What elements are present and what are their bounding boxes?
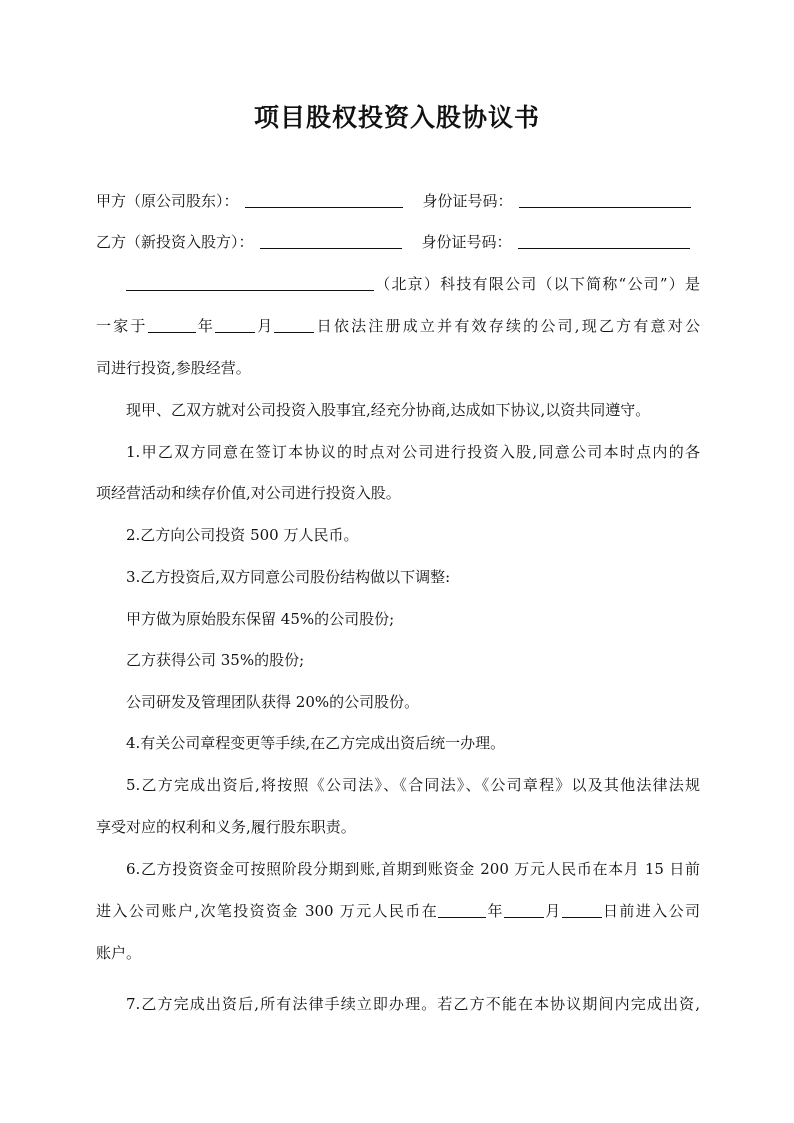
- month-blank: [504, 899, 544, 918]
- clause-3-a: 甲方做为原始股东保留 45%的公司股份;: [126, 610, 395, 628]
- clause-6-line-1: 6.乙方投资资金可按照阶段分期到账,首期到账资金 200 万元人民币在本月 15 日前: [126, 860, 700, 878]
- party-b-id-blank: [518, 230, 690, 249]
- day-blank: [274, 314, 314, 333]
- text: 一家于: [96, 317, 148, 335]
- clause-6-line-3: 账户。: [96, 944, 142, 962]
- clause-5-line-1: 5.乙方完成出资后,将按照《公司法》、《合同法》、《公司章程》以及其他法律法规: [126, 776, 700, 794]
- party-a-line: [96, 186, 700, 216]
- clause-3: 3.乙方投资后,双方同意公司股份结构做以下调整:: [126, 568, 451, 586]
- year-blank: [148, 314, 196, 333]
- text: 月: [255, 317, 275, 335]
- day-blank: [562, 899, 602, 918]
- clause-6-line-2: [96, 896, 700, 926]
- preamble: 现甲、乙双方就对公司投资入股事宜,经充分协商,达成如下协议,以资共同遵守。: [126, 401, 651, 419]
- clause-3-b: 乙方获得公司 35%的股份;: [126, 651, 305, 669]
- clause-3-c: 公司研发及管理团队获得 20%的公司股份。: [126, 693, 420, 711]
- text: 日前进入公司: [601, 902, 700, 920]
- party-b-line: [96, 227, 700, 257]
- text: 进入公司账户,次笔投资资金 300 万元人民币在: [96, 902, 439, 920]
- party-a-name-blank: [245, 189, 403, 208]
- intro-line-1: [96, 269, 700, 299]
- clause-1-line-1: 1.甲乙双方同意在签订本协议的时点对公司进行投资入股,同意公司本时点内的各: [126, 443, 700, 461]
- party-a-label: 甲方（原公司股东）：: [96, 192, 239, 210]
- party-b-label: 乙方（新投资入股方）：: [96, 233, 254, 251]
- party-b-name-blank: [260, 230, 402, 249]
- company-name-blank: [126, 272, 374, 291]
- clause-1-line-2: 项经营活动和续存价值,对公司进行投资入股。: [96, 484, 401, 502]
- party-a-id-label: 身份证号码：: [422, 192, 513, 210]
- clause-2: 2.乙方向公司投资 500 万人民币。: [126, 526, 359, 544]
- clause-7-line-1: 7.乙方完成出资后,所有法律手续立即办理。若乙方不能在本协议期间内完成出资,: [126, 995, 700, 1013]
- year-blank: [438, 899, 486, 918]
- intro-line-3: 司进行投资,参股经营。: [96, 359, 251, 377]
- intro-line-2: [96, 311, 700, 341]
- party-a-id-blank: [519, 189, 691, 208]
- text: 年: [486, 902, 504, 920]
- company-suffix: （北京）科技有限公司（以下简称“公司”）是: [374, 275, 700, 293]
- clause-5-line-2: 享受对应的权利和义务,履行股东职责。: [96, 818, 356, 836]
- party-b-id-label: 身份证号码：: [421, 233, 512, 251]
- text: 年: [195, 317, 216, 335]
- document-title: 项目股权投资入股协议书: [253, 103, 540, 132]
- text: 月: [543, 902, 562, 920]
- month-blank: [215, 314, 255, 333]
- clause-4: 4.有关公司章程变更等手续,在乙方完成出资后统一办理。: [126, 734, 506, 752]
- text: 日依法注册成立并有效存续的公司,现乙方有意对公: [314, 317, 700, 335]
